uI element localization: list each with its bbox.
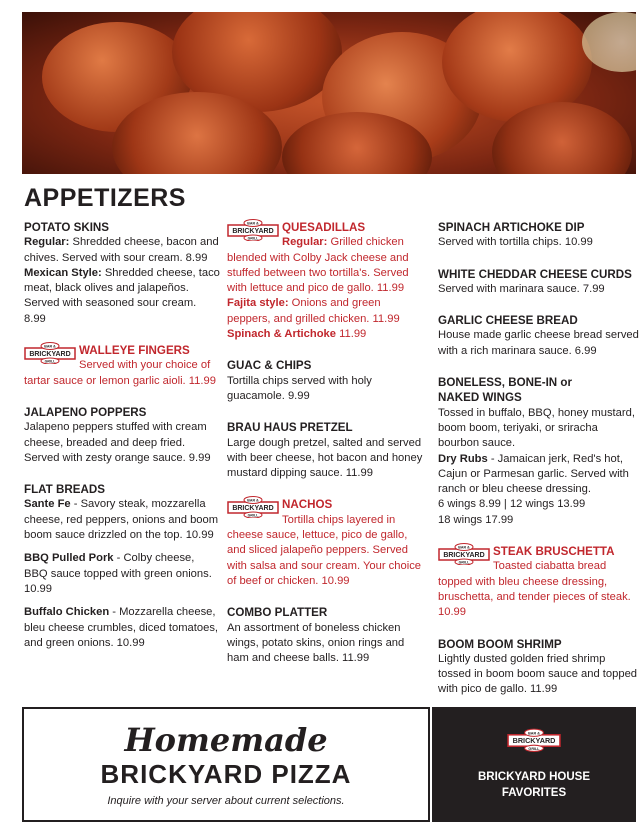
brickyard-logo-icon [438,543,490,565]
menu-item-steak-bruschetta [438,544,640,620]
item-desc: BBQ Pulled Pork - Colby cheese, BBQ sauce topped with green onions. 10.99 [24,552,212,595]
item-desc: Tossed in buffalo, BBQ, honey mustard, boom boom, teriyaki, or sriracha bourbon sauce. [438,406,635,450]
item-name: STEAK BRUSCHETTA [493,545,615,559]
item-desc: Dry Rubs - Jamaican jerk, Red's hot, Cajun or Parmesan garlic. Served with ranch or bleu cheese dressing. [438,452,629,496]
item-name: GUAC & CHIPS [227,359,312,373]
page-title: APPETIZERS [24,184,186,212]
menu-column-3 [438,220,640,714]
item-desc: Buffalo Chicken - Mozzarella cheese, bleu cheese crumbles, diced tomatoes, and green onions. 10.99 [24,606,219,649]
item-price: 6 wings 8.99 | 12 wings 13.99 [438,498,586,511]
brickyard-logo-icon [24,342,76,364]
item-desc: An assortment of boneless chicken wings, potato skins, onion rings and ham and cheese balls. 11.99 [227,621,405,665]
menu-column-1 [24,220,220,667]
svg-text:GRILL: GRILL [247,513,259,518]
item-desc: Sante Fe - Savory steak, mozzarella cheese, red peppers, onions and boom boom sauce drizzled on the top. 10.99 [24,498,219,542]
bottom-banner [22,707,636,822]
pizza-promo [22,707,430,822]
item-name: WALLEYE FINGERS [79,344,190,358]
brickyard-logo-icon [227,496,279,518]
menu-item-walleye-fingers [24,343,220,389]
menu-item-brau-haus-pretzel [227,420,427,481]
svg-text:GRILL: GRILL [458,560,470,565]
menu-item-combo-platter [227,605,427,666]
item-desc: Served with marinara sauce. 7.99 [438,282,605,295]
svg-text:BAR &: BAR & [528,731,540,736]
menu-item-garlic-cheese-bread [438,313,640,359]
pizza-homemade-script: Homemade [124,721,328,759]
item-desc: Served with your choice of tartar sauce or lemon garlic aioli. 11.99 [24,359,216,387]
svg-text:BAR &: BAR & [458,545,470,550]
menu-item-spinach-artichoke-dip [438,220,640,251]
item-desc: Fajita style: Onions and green peppers, and grilled chicken. 11.99 [227,297,400,325]
item-desc: Jalapeno peppers stuffed with cream cheese, breaded and deep fried. Served with zesty orange sauce. 9.99 [24,421,211,464]
svg-text:BRICKYARD: BRICKYARD [232,505,274,513]
menu-item-quesadillas [227,220,427,342]
menu-item-cheese-curds [438,267,640,298]
brickyard-logo-icon [507,727,561,753]
item-desc: Mexican Style: Shredded cheese, taco meat, black olives and jalapeños. Served with seasoned sour cream. 8.99 [24,266,220,325]
pizza-inquire: Inquire with your server about current selections. [107,795,345,807]
item-desc: Tortilla chips layered in cheese sauce, lettuce, pico de gallo, and sliced jalapeño peppers. Served with salsa and sour cream. Your choice of beef or chicken. 10.99 [227,513,422,587]
item-name: JALAPENO POPPERS [24,405,147,419]
pizza-title: BRICKYARD PIZZA [100,759,352,789]
item-name: BRAU HAUS PRETZEL [227,421,353,435]
svg-text:BRICKYARD: BRICKYARD [232,228,274,235]
item-name: FLAT BREADS [24,483,105,497]
svg-text:GRILL: GRILL [247,236,259,241]
menu-item-wings [438,375,640,528]
menu-item-nachos [227,497,427,589]
menu-item-boom-boom-shrimp [438,637,640,698]
svg-text:BAR &: BAR & [247,221,259,226]
house-favorites-panel [432,707,636,822]
item-desc: House made garlic cheese bread served with a rich marinara sauce. 6.99 [438,329,639,357]
item-name: BOOM BOOM SHRIMP [438,637,562,651]
item-name: QUESADILLAS [282,221,366,234]
svg-text:BRICKYARD: BRICKYARD [512,736,556,746]
item-desc: Regular: Shredded cheese, bacon and chives. Served with sour cream. 8.99 [24,236,219,264]
svg-text:GRILL: GRILL [528,746,540,751]
item-name: NACHOS [282,498,333,512]
hero-wings-image [22,12,636,174]
item-desc: Spinach & Artichoke 11.99 [227,328,367,341]
house-favorites-label: BRICKYARD HOUSE FAVORITES [477,771,591,799]
item-desc: Lightly dusted golden fried shrimp tossed in boom boom sauce and topped with pico de gallo. 11.99 [438,652,638,696]
item-desc: Large dough pretzel, salted and served with beer cheese, hot bacon and honey mustard dipping sauce. 11.99 [227,436,423,480]
menu-column-2 [227,220,427,682]
menu-item-potato-skins [24,220,220,327]
item-name: GARLIC CHEESE BREAD [438,314,578,328]
menu-item-jalapeno-poppers [24,405,220,466]
menu-item-guac-chips [227,358,427,404]
item-desc: Toasted ciabatta bread topped with bleu cheese dressing, bruschetta, and tender pieces of steak. 10.99 [438,560,631,619]
svg-text:BRICKYARD: BRICKYARD [443,552,485,560]
item-name: BONELESS, BONE-IN or NAKED WINGS [438,376,572,405]
svg-text:BAR &: BAR & [44,344,56,349]
item-name: WHITE CHEDDAR CHEESE CURDS [438,267,632,281]
svg-text:BRICKYARD: BRICKYARD [29,351,71,359]
menu-item-flat-breads [24,482,220,651]
item-desc: Regular: Grilled chicken blended with Colby Jack cheese and stuffed between two tortilla's. Served with lettuce and pico de gallo. 11.99 [227,236,409,295]
item-name: SPINACH ARTICHOKE DIP [438,221,585,234]
brickyard-logo-icon [227,219,279,241]
item-desc: Tortilla chips served with holy guacamole. 9.99 [227,374,372,402]
item-price: 18 wings 17.99 [438,513,514,526]
item-name: COMBO PLATTER [227,606,328,620]
item-desc: Served with tortilla chips. 10.99 [438,236,593,249]
svg-text:GRILL: GRILL [44,359,56,364]
item-name: POTATO SKINS [24,221,110,234]
svg-text:BAR &: BAR & [247,498,259,503]
